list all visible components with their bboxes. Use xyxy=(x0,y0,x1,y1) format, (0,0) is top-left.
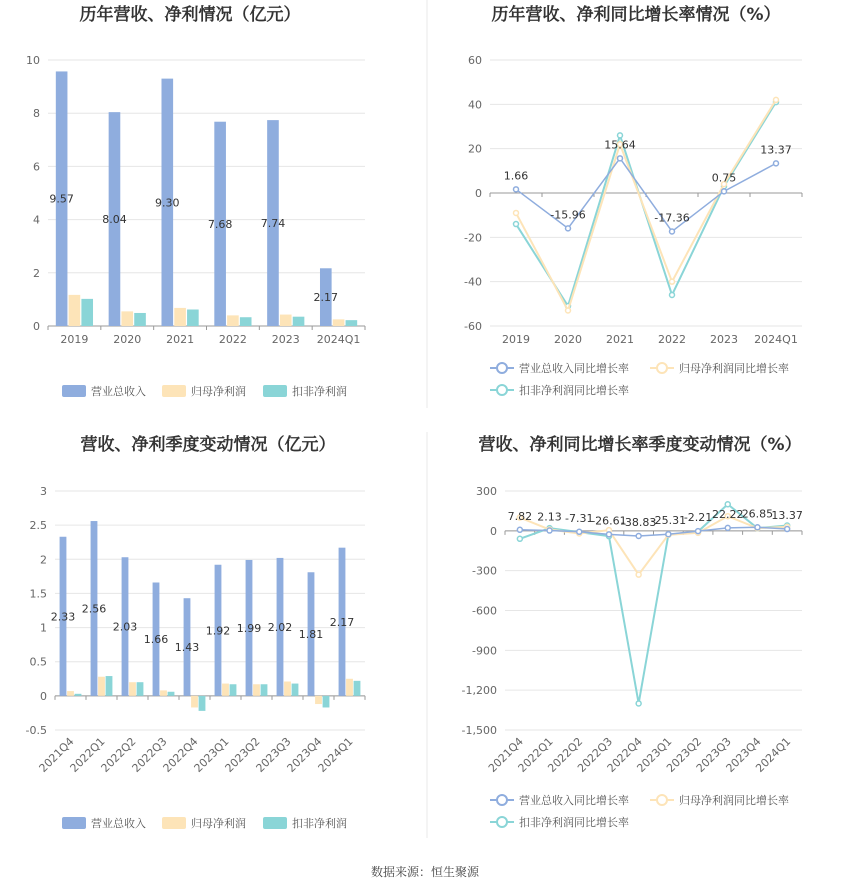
chart-title: 营收、净利季度变动情况（亿元） xyxy=(80,435,336,455)
y-tick-label: -600 xyxy=(472,604,497,618)
x-tick-label: 2022Q3 xyxy=(129,734,170,775)
y-tick-label: 0 xyxy=(33,320,40,333)
y-tick-label: -1,500 xyxy=(461,724,497,737)
x-tick-label: 2019 xyxy=(60,333,89,346)
bar-deducted-profit xyxy=(199,696,206,711)
revenue-data-label: 9.30 xyxy=(155,196,180,210)
y-tick-label: 1 xyxy=(40,621,47,635)
growth-data-label: 26.85 xyxy=(741,507,774,521)
bar-net-profit xyxy=(280,315,292,326)
legend-swatch-marker xyxy=(497,817,507,827)
y-tick-label: 2.5 xyxy=(29,519,47,533)
growth-data-label: -26.61 xyxy=(591,514,627,528)
bar-net-profit xyxy=(98,677,105,696)
series-point-0 xyxy=(606,532,611,537)
revenue-data-label: 2.56 xyxy=(81,602,107,616)
revenue-data-label: 1.81 xyxy=(298,628,324,642)
bar-deducted-profit xyxy=(292,684,299,696)
growth-data-label: -2.21 xyxy=(683,511,713,525)
bar-net-profit xyxy=(222,684,229,696)
series-line-2 xyxy=(516,102,776,306)
y-tick-label: 8 xyxy=(33,107,40,121)
y-tick-label: 0.5 xyxy=(29,655,47,669)
legend-label: 扣非净利润 xyxy=(292,385,347,398)
y-tick-label: -900 xyxy=(472,644,497,658)
series-point-0 xyxy=(517,527,522,532)
series-point-0 xyxy=(514,187,519,192)
y-tick-label: -20 xyxy=(464,231,482,245)
bar-net-profit xyxy=(227,315,239,326)
x-tick-label: 2020 xyxy=(113,333,142,346)
revenue-data-label: 1.43 xyxy=(174,641,200,655)
bar-deducted-profit xyxy=(187,310,199,326)
quarterly-growth-rate-chart xyxy=(462,434,803,829)
x-tick-label: 2023Q3 xyxy=(253,734,294,775)
series-point-0 xyxy=(618,156,623,161)
revenue-data-label: 1.99 xyxy=(236,621,262,635)
legend-swatch-marker xyxy=(657,795,667,805)
bar-deducted-profit xyxy=(75,694,82,696)
series-point-0 xyxy=(636,533,641,538)
series-point-2 xyxy=(725,502,730,507)
series-point-2 xyxy=(618,133,623,138)
x-tick-label: 2023Q2 xyxy=(664,734,705,775)
x-tick-label: 2020 xyxy=(554,333,582,346)
series-point-2 xyxy=(517,536,522,541)
y-tick-label: -0.5 xyxy=(25,724,47,737)
legend-swatch-marker xyxy=(497,385,507,395)
bar-deducted-profit xyxy=(137,682,144,696)
annual-revenue-profit-chart xyxy=(26,4,365,398)
y-tick-label: 3 xyxy=(40,485,47,498)
x-tick-label: 2022Q3 xyxy=(575,734,616,775)
y-tick-label: 20 xyxy=(468,142,482,156)
y-tick-label: 40 xyxy=(468,98,482,112)
bar-net-profit xyxy=(129,682,136,696)
legend-label: 扣非净利润同比增长率 xyxy=(519,816,629,829)
revenue-data-label: 2.17 xyxy=(329,615,355,629)
series-point-2 xyxy=(670,292,675,297)
series-point-1 xyxy=(774,97,779,102)
growth-data-label: 1.66 xyxy=(503,169,529,183)
series-point-0 xyxy=(725,525,730,530)
series-point-0 xyxy=(547,528,552,533)
bar-deducted-profit xyxy=(323,696,330,708)
legend-label: 归母净利润 xyxy=(191,385,246,398)
data-source-note: 数据来源：恒生聚源 xyxy=(370,865,480,879)
bar-net-profit xyxy=(333,319,345,326)
growth-data-label: 15.64 xyxy=(604,138,636,152)
bar-deducted-profit xyxy=(293,317,305,326)
x-tick-label: 2024Q1 xyxy=(753,734,794,775)
y-tick-label: 10 xyxy=(26,54,40,67)
y-tick-label: -1,200 xyxy=(461,684,497,698)
chart-title: 营收、净利同比增长率季度变动情况（%） xyxy=(478,435,802,455)
x-tick-label: 2021 xyxy=(606,333,634,346)
revenue-data-label: 7.74 xyxy=(260,217,286,231)
y-tick-label: 300 xyxy=(476,485,497,498)
series-point-0 xyxy=(696,529,701,534)
bar-deducted-profit xyxy=(240,317,252,326)
x-tick-label: 2023Q2 xyxy=(222,734,263,775)
bar-deducted-profit xyxy=(230,684,237,696)
x-tick-label: 2023Q1 xyxy=(191,734,232,775)
series-point-1 xyxy=(636,572,641,577)
chart-title: 历年营收、净利情况（亿元） xyxy=(79,5,301,25)
y-tick-label: 60 xyxy=(468,54,482,67)
legend-label: 扣非净利润 xyxy=(292,817,347,830)
y-tick-label: -300 xyxy=(472,564,497,578)
series-point-0 xyxy=(774,161,779,166)
y-tick-label: 0 xyxy=(475,187,482,200)
series-point-1 xyxy=(670,279,675,284)
y-tick-label: 0 xyxy=(490,524,497,538)
y-tick-label: -60 xyxy=(464,320,482,333)
series-point-1 xyxy=(566,308,571,313)
revenue-data-label: 2.02 xyxy=(267,620,293,634)
legend-swatch xyxy=(62,385,86,397)
series-point-2 xyxy=(514,222,519,227)
bar-deducted-profit xyxy=(81,299,93,326)
series-point-0 xyxy=(722,189,727,194)
bar-net-profit xyxy=(67,691,74,696)
revenue-data-label: 2.03 xyxy=(112,620,138,634)
revenue-data-label: 1.92 xyxy=(205,624,231,638)
legend-swatch xyxy=(162,817,186,829)
legend-label: 营业总收入同比增长率 xyxy=(519,794,629,807)
legend-swatch-marker xyxy=(497,363,507,373)
bar-net-profit xyxy=(315,696,322,704)
growth-data-label: 2.13 xyxy=(537,510,562,524)
legend-label: 营业总收入同比增长率 xyxy=(519,362,629,375)
y-tick-label: 6 xyxy=(33,160,40,174)
x-tick-label: 2023Q1 xyxy=(634,734,675,775)
growth-data-label: 7.82 xyxy=(507,509,533,523)
y-tick-label: 2 xyxy=(33,266,40,280)
growth-data-label: -17.36 xyxy=(654,211,690,225)
x-tick-label: 2024Q1 xyxy=(315,734,356,775)
revenue-data-label: 7.68 xyxy=(207,217,233,231)
series-point-0 xyxy=(577,529,582,534)
legend-swatch xyxy=(62,817,86,829)
chart-title: 历年营收、净利同比增长率情况（%） xyxy=(491,5,781,25)
x-tick-label: 2023 xyxy=(271,333,300,346)
x-tick-label: 2022Q4 xyxy=(160,734,201,775)
x-tick-label: 2022 xyxy=(658,333,686,346)
growth-data-label: 22.22 xyxy=(712,507,744,521)
y-tick-label: 4 xyxy=(33,213,40,227)
x-tick-label: 2022Q2 xyxy=(545,734,586,775)
growth-data-label: -15.96 xyxy=(550,208,586,222)
legend-label: 归母净利润同比增长率 xyxy=(679,362,789,375)
x-tick-label: 2024Q1 xyxy=(316,333,361,346)
x-tick-label: 2021 xyxy=(166,333,195,346)
x-tick-label: 2022Q1 xyxy=(67,734,108,775)
x-tick-label: 2023Q4 xyxy=(284,734,325,775)
y-tick-label: 2 xyxy=(40,553,47,567)
x-tick-label: 2022 xyxy=(218,333,247,346)
x-tick-label: 2022Q2 xyxy=(98,734,139,775)
growth-data-label: -7.31 xyxy=(565,511,594,525)
series-point-0 xyxy=(785,527,790,532)
y-tick-label: 0 xyxy=(40,689,47,703)
x-tick-label: 2024Q1 xyxy=(754,333,798,346)
bar-net-profit xyxy=(121,311,133,326)
bar-net-profit xyxy=(174,308,186,326)
revenue-data-label: 9.57 xyxy=(49,192,74,206)
bar-net-profit xyxy=(346,679,353,696)
x-tick-label: 2019 xyxy=(502,333,530,346)
growth-data-label: 13.37 xyxy=(760,143,792,157)
annual-growth-rate-chart xyxy=(464,4,802,397)
x-tick-label: 2022Q1 xyxy=(515,734,556,775)
series-point-0 xyxy=(666,532,671,537)
legend-label: 归母净利润同比增长率 xyxy=(679,794,789,807)
series-point-0 xyxy=(755,525,760,530)
legend-label: 营业总收入 xyxy=(91,385,146,398)
bar-net-profit xyxy=(160,690,167,695)
revenue-data-label: 2.33 xyxy=(50,610,76,624)
growth-data-label: -38.83 xyxy=(620,515,657,529)
legend-label: 扣非净利润同比增长率 xyxy=(519,384,629,397)
y-tick-label: -40 xyxy=(464,275,482,289)
legend-swatch xyxy=(263,817,287,829)
series-point-2 xyxy=(636,701,641,706)
growth-data-label: 13.37 xyxy=(771,509,803,523)
bar-deducted-profit xyxy=(106,676,113,696)
series-point-1 xyxy=(514,210,519,215)
growth-data-label: 0.75 xyxy=(711,171,737,185)
bar-net-profit xyxy=(284,682,291,696)
series-point-0 xyxy=(566,226,571,231)
x-tick-label: 2021Q4 xyxy=(485,734,526,775)
bar-deducted-profit xyxy=(134,313,146,326)
bar-deducted-profit xyxy=(346,320,358,326)
quarterly-revenue-profit-chart xyxy=(26,434,365,830)
x-tick-label: 2021Q4 xyxy=(36,734,77,775)
revenue-data-label: 8.04 xyxy=(102,213,127,227)
legend-swatch-marker xyxy=(497,795,507,805)
revenue-data-label: 2.17 xyxy=(313,291,339,305)
legend-label: 归母净利润 xyxy=(191,817,246,830)
legend-label: 营业总收入 xyxy=(91,817,146,830)
bar-deducted-profit xyxy=(354,681,361,696)
growth-data-label: -25.31 xyxy=(650,514,687,528)
x-tick-label: 2023Q3 xyxy=(693,734,734,775)
bar-net-profit xyxy=(253,684,260,696)
bar-net-profit xyxy=(69,295,81,326)
bar-deducted-profit xyxy=(261,684,268,696)
bar-net-profit xyxy=(191,696,198,708)
x-tick-label: 2023 xyxy=(710,333,738,346)
revenue-data-label: 1.66 xyxy=(143,633,169,647)
bar-deducted-profit xyxy=(168,692,175,696)
legend-swatch xyxy=(162,385,186,397)
series-line-1 xyxy=(516,100,776,311)
legend-swatch xyxy=(263,385,287,397)
x-tick-label: 2023Q4 xyxy=(723,734,764,775)
y-tick-label: 1.5 xyxy=(29,587,47,601)
x-tick-label: 2022Q4 xyxy=(604,734,645,775)
series-point-0 xyxy=(670,229,675,234)
legend-swatch-marker xyxy=(657,363,667,373)
